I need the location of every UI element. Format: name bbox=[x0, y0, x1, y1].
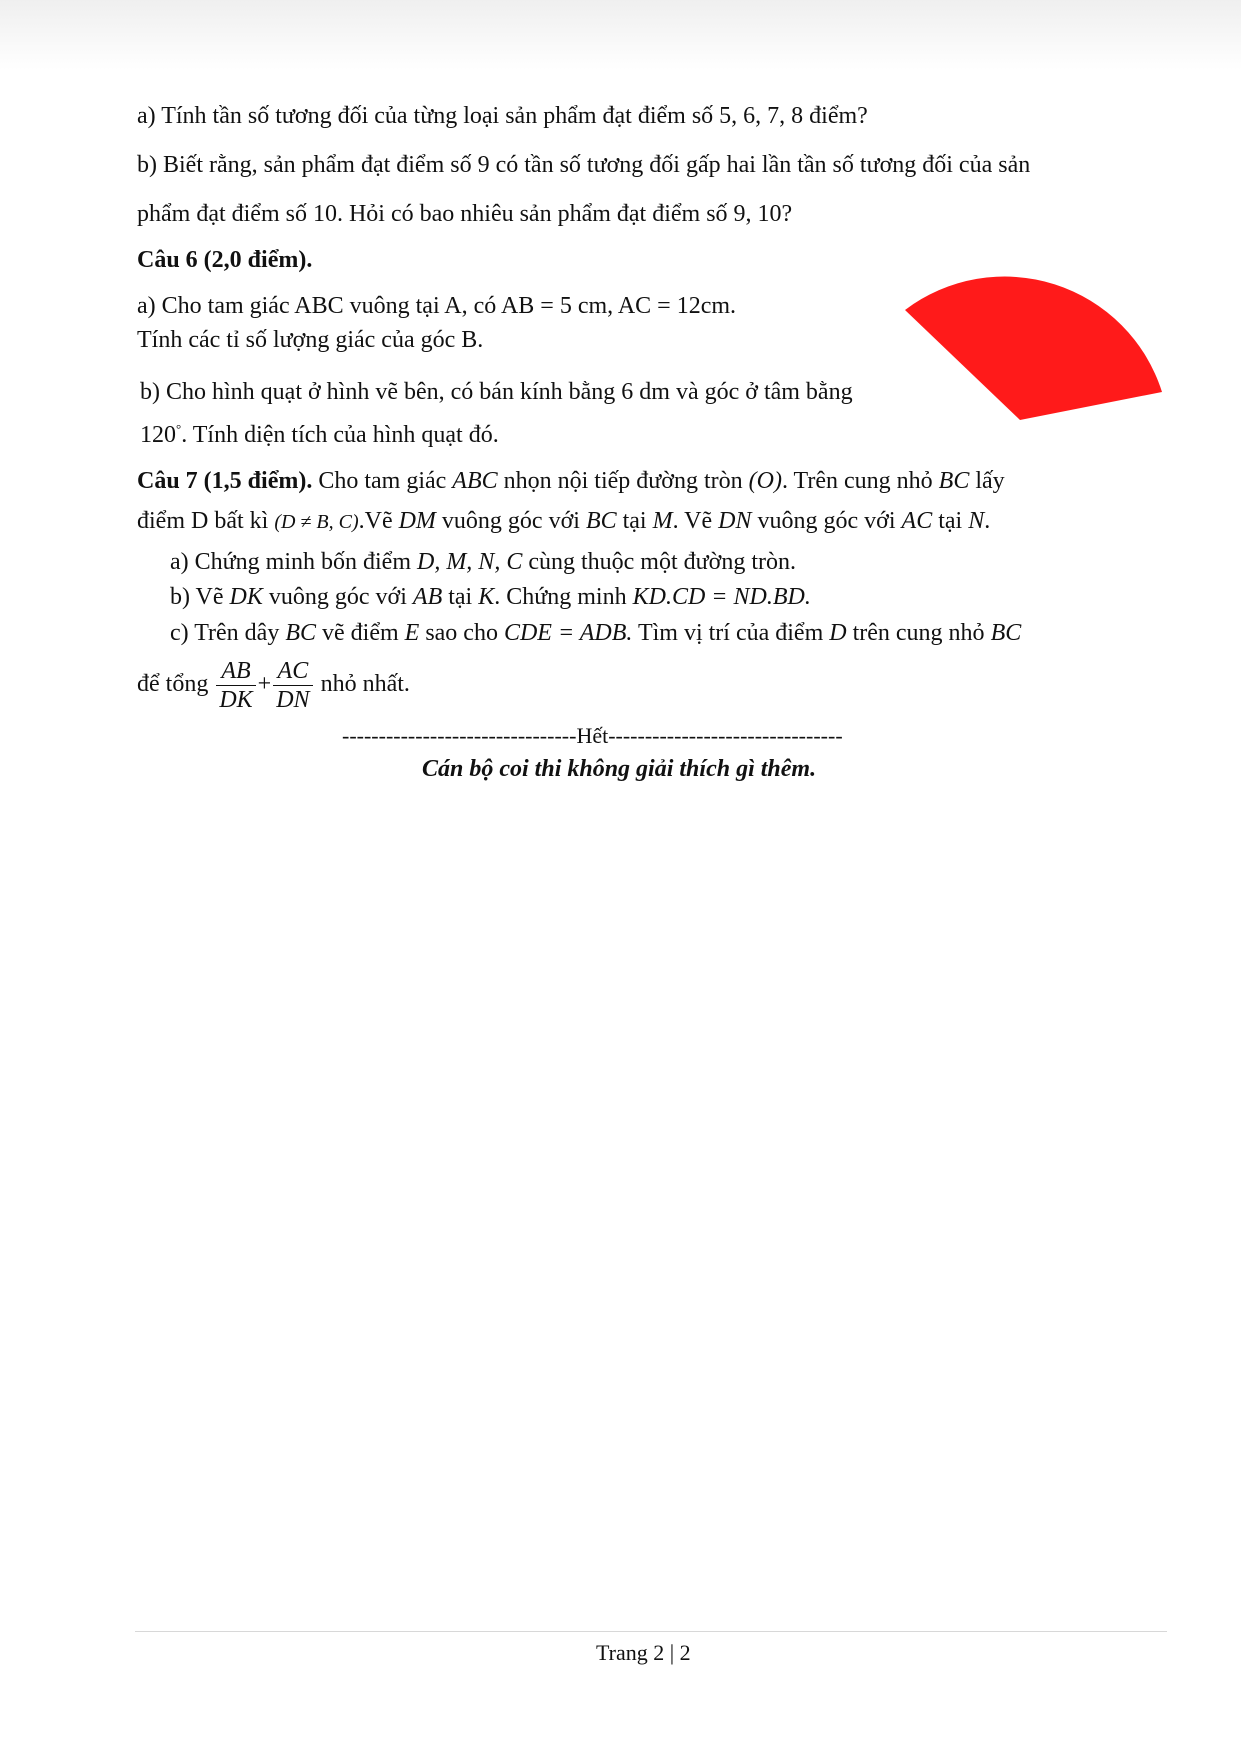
math-bc: BC bbox=[990, 620, 1022, 646]
problem7-heading: Câu 7 (1,5 điểm). bbox=[137, 468, 313, 494]
fan-sector-figure bbox=[900, 242, 1170, 422]
math-e: E bbox=[404, 620, 420, 646]
text-span: Tìm vị trí của điểm bbox=[632, 620, 830, 646]
fan-sector bbox=[905, 277, 1162, 420]
problem6-part-a-line1: a) Cho tam giác ABC vuông tại A, có AB = 5 cm, AC = 12cm. bbox=[137, 293, 737, 319]
text-span: cùng thuộc một đường tròn. bbox=[522, 549, 796, 575]
math-equation: KD.CD = ND.BD. bbox=[632, 584, 811, 610]
text-span: . bbox=[984, 508, 991, 534]
plus-sign: + bbox=[257, 671, 272, 697]
fraction-ac-dn bbox=[273, 657, 312, 714]
text-span: c) Trên dây bbox=[170, 620, 286, 646]
problem7-line2 bbox=[137, 506, 990, 537]
text-span: a) Chứng minh bốn điểm bbox=[170, 549, 417, 575]
text-span: vuông góc với bbox=[751, 508, 902, 534]
math-bc: BC bbox=[938, 468, 970, 494]
text-span: . Chứng minh bbox=[494, 584, 633, 610]
problem6-heading: Câu 6 (2,0 điểm). bbox=[137, 247, 313, 273]
text-span: để tổng bbox=[137, 671, 209, 697]
text-span: . Vẽ bbox=[672, 508, 719, 534]
text-span: Cho tam giác bbox=[312, 468, 453, 494]
problem5-part-b-line1: b) Biết rằng, sản phẩm đạt điểm số 9 có tần số tương đối gấp hai lần tần số tương đối của sản bbox=[137, 152, 1031, 178]
math-equation: CDE = ADB. bbox=[503, 620, 633, 646]
end-marker: --------------------------------Hết-------------------------------- bbox=[342, 723, 843, 748]
math-condition: (D ≠ B, C) bbox=[274, 511, 359, 533]
problem7-part-c-line1 bbox=[170, 618, 1021, 648]
problem7-part-c-line2 bbox=[137, 654, 410, 714]
fraction-numerator: AC bbox=[273, 657, 312, 686]
problem7-part-b bbox=[170, 582, 811, 612]
text-span: tại bbox=[442, 584, 479, 610]
footer-divider bbox=[135, 1631, 1167, 1632]
problem6-part-a-line2: Tính các tỉ số lượng giác của góc B. bbox=[137, 327, 484, 353]
text-span: sao cho bbox=[419, 620, 504, 646]
math-ac: AC bbox=[901, 508, 933, 534]
text-span: trên cung nhỏ bbox=[846, 620, 991, 646]
angle-value: 120 bbox=[140, 422, 176, 448]
fraction-numerator: AB bbox=[216, 657, 255, 686]
end-note: Cán bộ coi thi không giải thích gì thêm. bbox=[422, 756, 817, 782]
problem6-part-b-rest: . Tính diện tích của hình quạt đó. bbox=[181, 422, 499, 448]
fraction-ab-dk bbox=[216, 657, 255, 714]
text-span: vẽ điểm bbox=[316, 620, 405, 646]
text-span: tại bbox=[932, 508, 969, 534]
math-ab: AB bbox=[412, 584, 443, 610]
math-dn: DN bbox=[718, 508, 752, 534]
math-k: K bbox=[478, 584, 495, 610]
text-span: b) Vẽ bbox=[170, 584, 230, 610]
text-span: . Trên cung nhỏ bbox=[781, 468, 939, 494]
math-bc: BC bbox=[585, 508, 617, 534]
text-span: nhọn nội tiếp đường tròn bbox=[497, 468, 749, 494]
fraction-denominator: DK bbox=[219, 686, 253, 713]
text-span: điểm D bất kì bbox=[137, 508, 275, 534]
problem5-part-a: a) Tính tần số tương đối của từng loại sản phẩm đạt điểm số 5, 6, 7, 8 điểm? bbox=[137, 103, 868, 129]
problem5-part-b-line2: phẩm đạt điểm số 10. Hỏi có bao nhiêu sản phẩm đạt điểm số 9, 10? bbox=[137, 201, 793, 227]
math-m: M bbox=[652, 508, 673, 534]
math-dk: DK bbox=[229, 584, 263, 610]
problem7-line1 bbox=[137, 466, 1005, 496]
problem7-part-a bbox=[170, 547, 796, 577]
math-abc: ABC bbox=[452, 468, 498, 494]
problem6-part-b-line2 bbox=[140, 414, 499, 450]
problem6-part-b-line1: b) Cho hình quạt ở hình vẽ bên, có bán kính bằng 6 dm và góc ở tâm bằng bbox=[140, 379, 853, 405]
text-span: vuông góc với bbox=[435, 508, 586, 534]
text-span: nhỏ nhất. bbox=[320, 671, 410, 697]
math-n: N bbox=[968, 508, 985, 534]
page-number: Trang 2 | 2 bbox=[596, 1640, 691, 1665]
fraction-denominator: DN bbox=[276, 686, 310, 713]
math-circle: (O) bbox=[748, 468, 782, 494]
math-d: D bbox=[829, 620, 847, 646]
page-top-shade bbox=[0, 0, 1241, 70]
math-bc: BC bbox=[285, 620, 316, 646]
text-span: lấy bbox=[969, 468, 1005, 494]
text-span: .Vẽ bbox=[358, 508, 399, 534]
math-points: D, M, N, C bbox=[416, 549, 523, 575]
degree-sign: ° bbox=[176, 421, 182, 436]
text-span: tại bbox=[616, 508, 653, 534]
math-dm: DM bbox=[398, 508, 436, 534]
text-span: vuông góc với bbox=[262, 584, 413, 610]
